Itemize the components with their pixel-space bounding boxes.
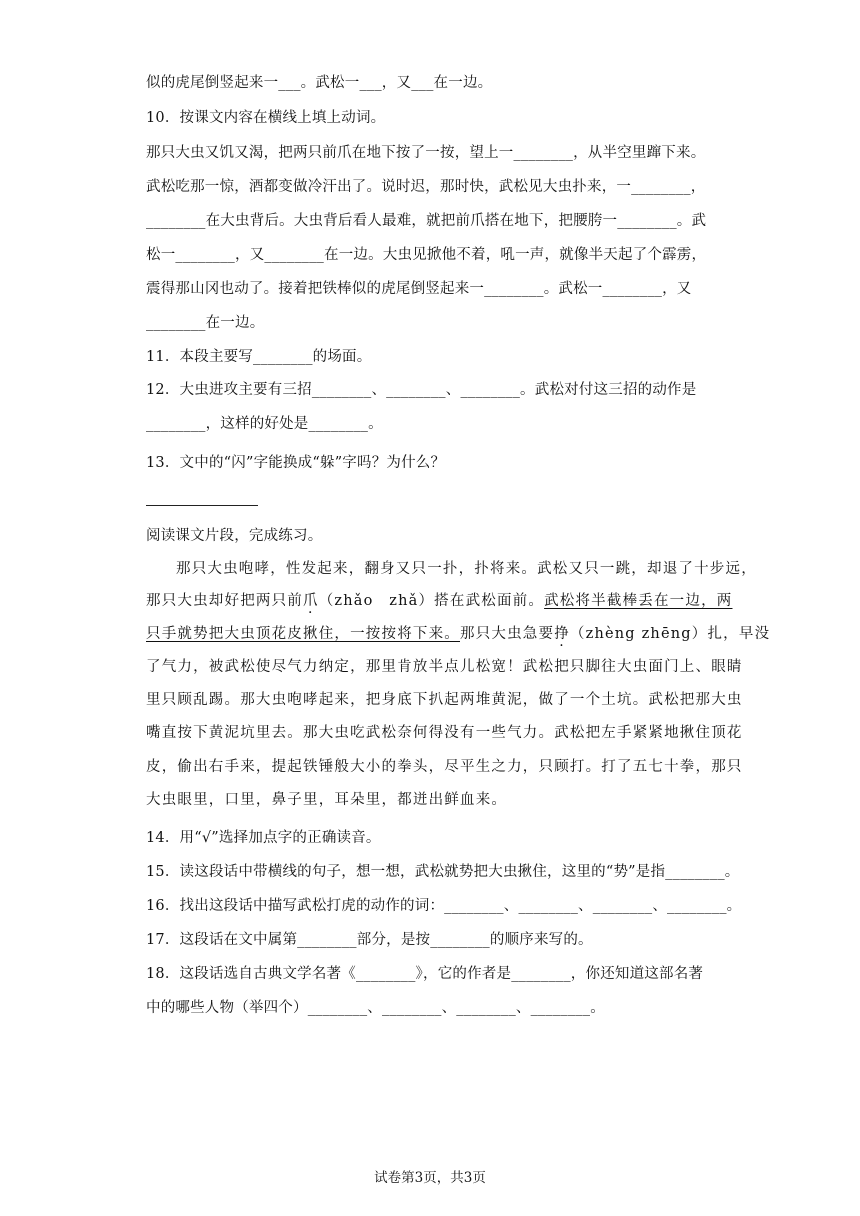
question-11: 11．本段主要写________的场面。 bbox=[146, 349, 372, 365]
question-15: 15．读这段话中带横线的句子，想一想，武松就势把大虫揪住，这里的“势”是指________。 bbox=[146, 864, 740, 880]
question-18: 18．这段话选自古典文学名著《________》，它的作者是________，你还知道这部名著 bbox=[146, 966, 704, 982]
passage-line-8: 大虫眼里，口里，鼻子里，耳朵里，都迸出鲜血来。 bbox=[146, 792, 508, 808]
text-line-8: ________在一边。 bbox=[146, 315, 265, 331]
reading-instruction: 阅读课文片段，完成练习。 bbox=[146, 528, 323, 544]
question-12: 12．大虫进攻主要有三招________、________、________。武松对付这三招的动作是 bbox=[146, 382, 697, 398]
passage-text: 那只大虫却好把两只前 bbox=[146, 593, 303, 609]
underlined-sentence-cont: 只手就势把大虫顶花皮揪住，一按按将下来。 bbox=[146, 626, 460, 642]
passage-line-2 bbox=[146, 591, 733, 611]
passage-line-6: 嘴直按下黄泥坑里去。那大虫吃武松奈何得没有一些气力。武松把左手紧紧地揪住顶花 bbox=[146, 725, 743, 741]
text-line-4: 武松吃那一惊，酒都变做冷汗出了。说时迟，那时快，武松见大虫扑来，一________， bbox=[146, 179, 706, 195]
passage-line-1: 那只大虫咆哮，性发起来，翻身又只一扑，扑将来。武松又只一跳，却退了十步远， bbox=[176, 561, 757, 577]
passage-line-4: 了气力，被武松使尽气力纳定，那里肯放半点儿松宽！武松把只脚往大虫面门上、眼睛 bbox=[146, 659, 743, 675]
pinyin-options: （zhèng zhēng）扎，早没 bbox=[569, 626, 771, 642]
dotted-char: 爪 bbox=[303, 593, 319, 609]
question-10: 10．按课文内容在横线上填上动词。 bbox=[146, 110, 386, 126]
pinyin-options: （zhǎo zhǎ）搭在武松面前。 bbox=[318, 593, 545, 609]
question-18-cont: 中的哪些人物（举四个）________、________、________、________。 bbox=[146, 1000, 605, 1016]
passage-line-3 bbox=[146, 624, 771, 644]
passage-line-7: 皮，偷出右手来，提起铁锤般大小的拳头，尽平生之力，只顾打。打了五七十拳，那只 bbox=[146, 759, 743, 775]
passage-line-5: 里只顾乱踢。那大虫咆哮起来，把身底下扒起两堆黄泥，做了一个土坑。武松把那大虫 bbox=[146, 692, 743, 708]
answer-line bbox=[146, 505, 258, 506]
question-12-cont: ________，这样的好处是________。 bbox=[146, 416, 383, 432]
page-footer: 试卷第3页，共3页 bbox=[374, 1170, 486, 1186]
passage-text: 那只大虫急要 bbox=[460, 626, 555, 642]
text-line-7: 震得那山冈也动了。接着把铁棒似的虎尾倒竖起来一________。武松一________，又 bbox=[146, 281, 692, 297]
question-13: 13．文中的“闪”字能换成“躲”字吗？为什么？ bbox=[146, 455, 446, 471]
text-line-5: ________在大虫背后。大虫背后看人最难，就把前爪搭在地下，把腰胯一________。武 bbox=[146, 213, 707, 229]
question-14: 14．用“√”选择加点字的正确读音。 bbox=[146, 830, 381, 846]
text-line-6: 松一________，又________在一边。大虫见掀他不着，吼一声，就像半天起了个霹雳， bbox=[146, 247, 707, 263]
text-line-1: 似的虎尾倒竖起来一___。武松一___，又___在一边。 bbox=[146, 75, 493, 91]
text-line-3: 那只大虫又饥又渴，把两只前爪在地下按了一按，望上一________，从半空里蹿下来。 bbox=[146, 145, 706, 161]
question-17: 17．这段话在文中属第________部分，是按________的顺序来写的。 bbox=[146, 932, 593, 948]
dotted-char: 挣 bbox=[554, 626, 570, 642]
underlined-sentence: 武松将半截棒丢在一边，两 bbox=[544, 593, 733, 609]
question-16: 16．找出这段话中描写武松打虎的动作的词：________、________、________、________。 bbox=[146, 898, 742, 914]
